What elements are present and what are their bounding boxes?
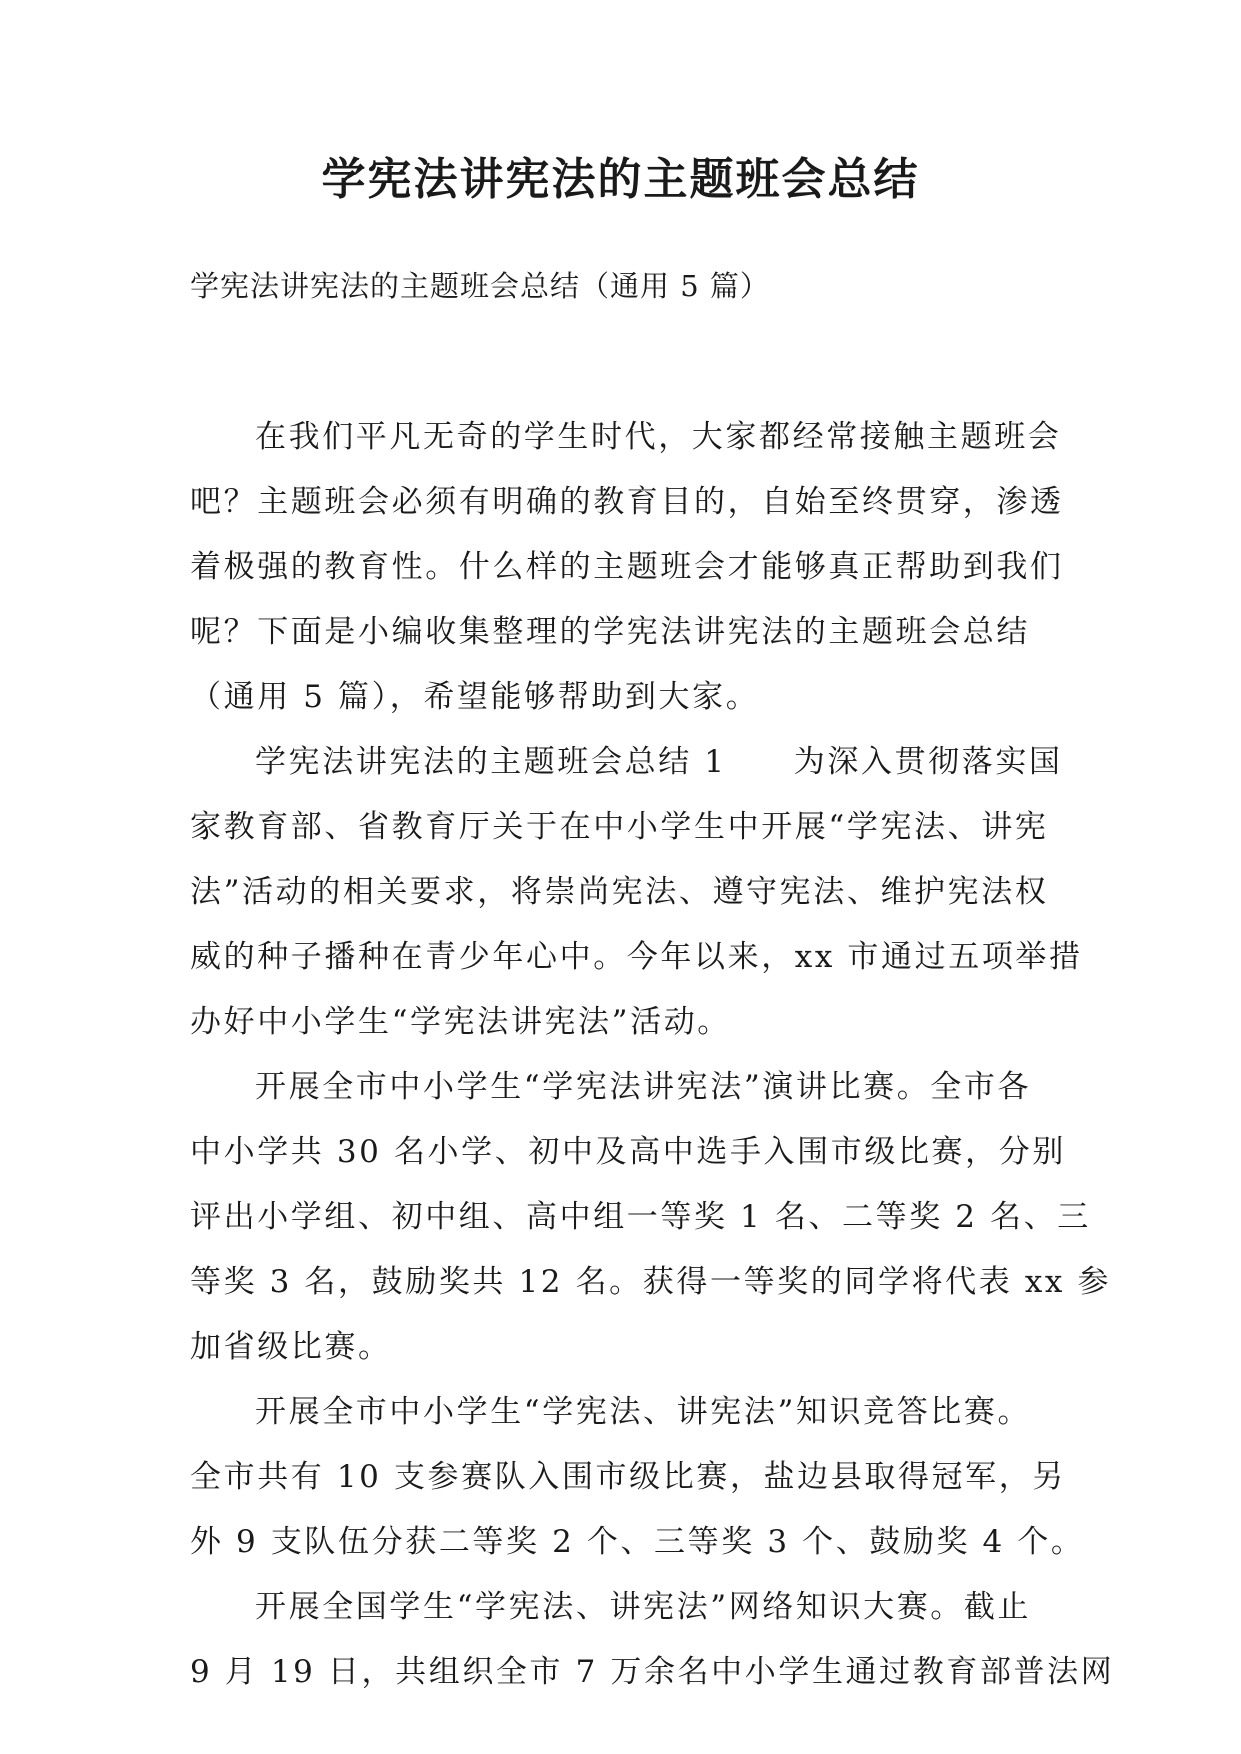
paragraph-line: （通用 5 篇），希望能够帮助到大家。: [190, 679, 760, 715]
paragraph-line: 在我们平凡无奇的学生时代，大家都经常接触主题班会: [255, 419, 1062, 455]
document-subtitle: 学宪法讲宪法的主题班会总结（通用 5 篇）: [190, 269, 770, 303]
document-body: [190, 405, 1115, 1705]
paragraph-line: 评出小学组、初中组、高中组一等奖 1 名、二等奖 2 名、三: [190, 1199, 1091, 1235]
paragraph-line: 呢？下面是小编收集整理的学宪法讲宪法的主题班会总结: [190, 614, 1030, 650]
paragraph-line: 家教育部、省教育厅关于在中小学生中开展“学宪法、讲宪: [190, 809, 1049, 845]
paragraph-line: 外 9 支队伍分获二等奖 2 个、三等奖 3 个、鼓励奖 4 个。: [190, 1524, 1085, 1560]
paragraph-line: 中小学共 30 名小学、初中及高中选手入围市级比赛，分别: [190, 1134, 1066, 1170]
paragraph-line: 学宪法讲宪法的主题班会总结 1 为深入贯彻落实国: [255, 744, 1063, 780]
paragraph-line: 办好中小学生“学宪法讲宪法”活动。: [190, 1004, 731, 1040]
paragraph-line: 法”活动的相关要求，将崇尚宪法、遵守宪法、维护宪法权: [190, 874, 1049, 910]
paragraph-line: 等奖 3 名，鼓励奖共 12 名。获得一等奖的同学将代表 xx 参: [190, 1264, 1112, 1300]
paragraph-line: 吧？主题班会必须有明确的教育目的，自始至终贯穿，渗透: [190, 484, 1064, 520]
document-title: 学宪法讲宪法的主题班会总结: [321, 154, 920, 205]
paragraph-line: 着极强的教育性。什么样的主题班会才能够真正帮助到我们: [190, 549, 1064, 585]
paragraph-line: 全市共有 10 支参赛队入围市级比赛，盐边县取得冠军，另: [190, 1459, 1066, 1495]
paragraph-line: 加省级比赛。: [190, 1329, 392, 1365]
paragraph-line: 开展全市中小学生“学宪法讲宪法”演讲比赛。全市各: [255, 1069, 1032, 1105]
paragraph-line: 开展全市中小学生“学宪法、讲宪法”知识竞答比赛。: [255, 1394, 1032, 1430]
paragraph-line: 9 月 19 日，共组织全市 7 万余名中小学生通过教育部普法网: [190, 1654, 1115, 1690]
paragraph-line: 开展全国学生“学宪法、讲宪法”网络知识大赛。截止: [255, 1589, 1032, 1625]
paragraph-line: 威的种子播种在青少年心中。今年以来，xx 市通过五项举措: [190, 939, 1083, 975]
